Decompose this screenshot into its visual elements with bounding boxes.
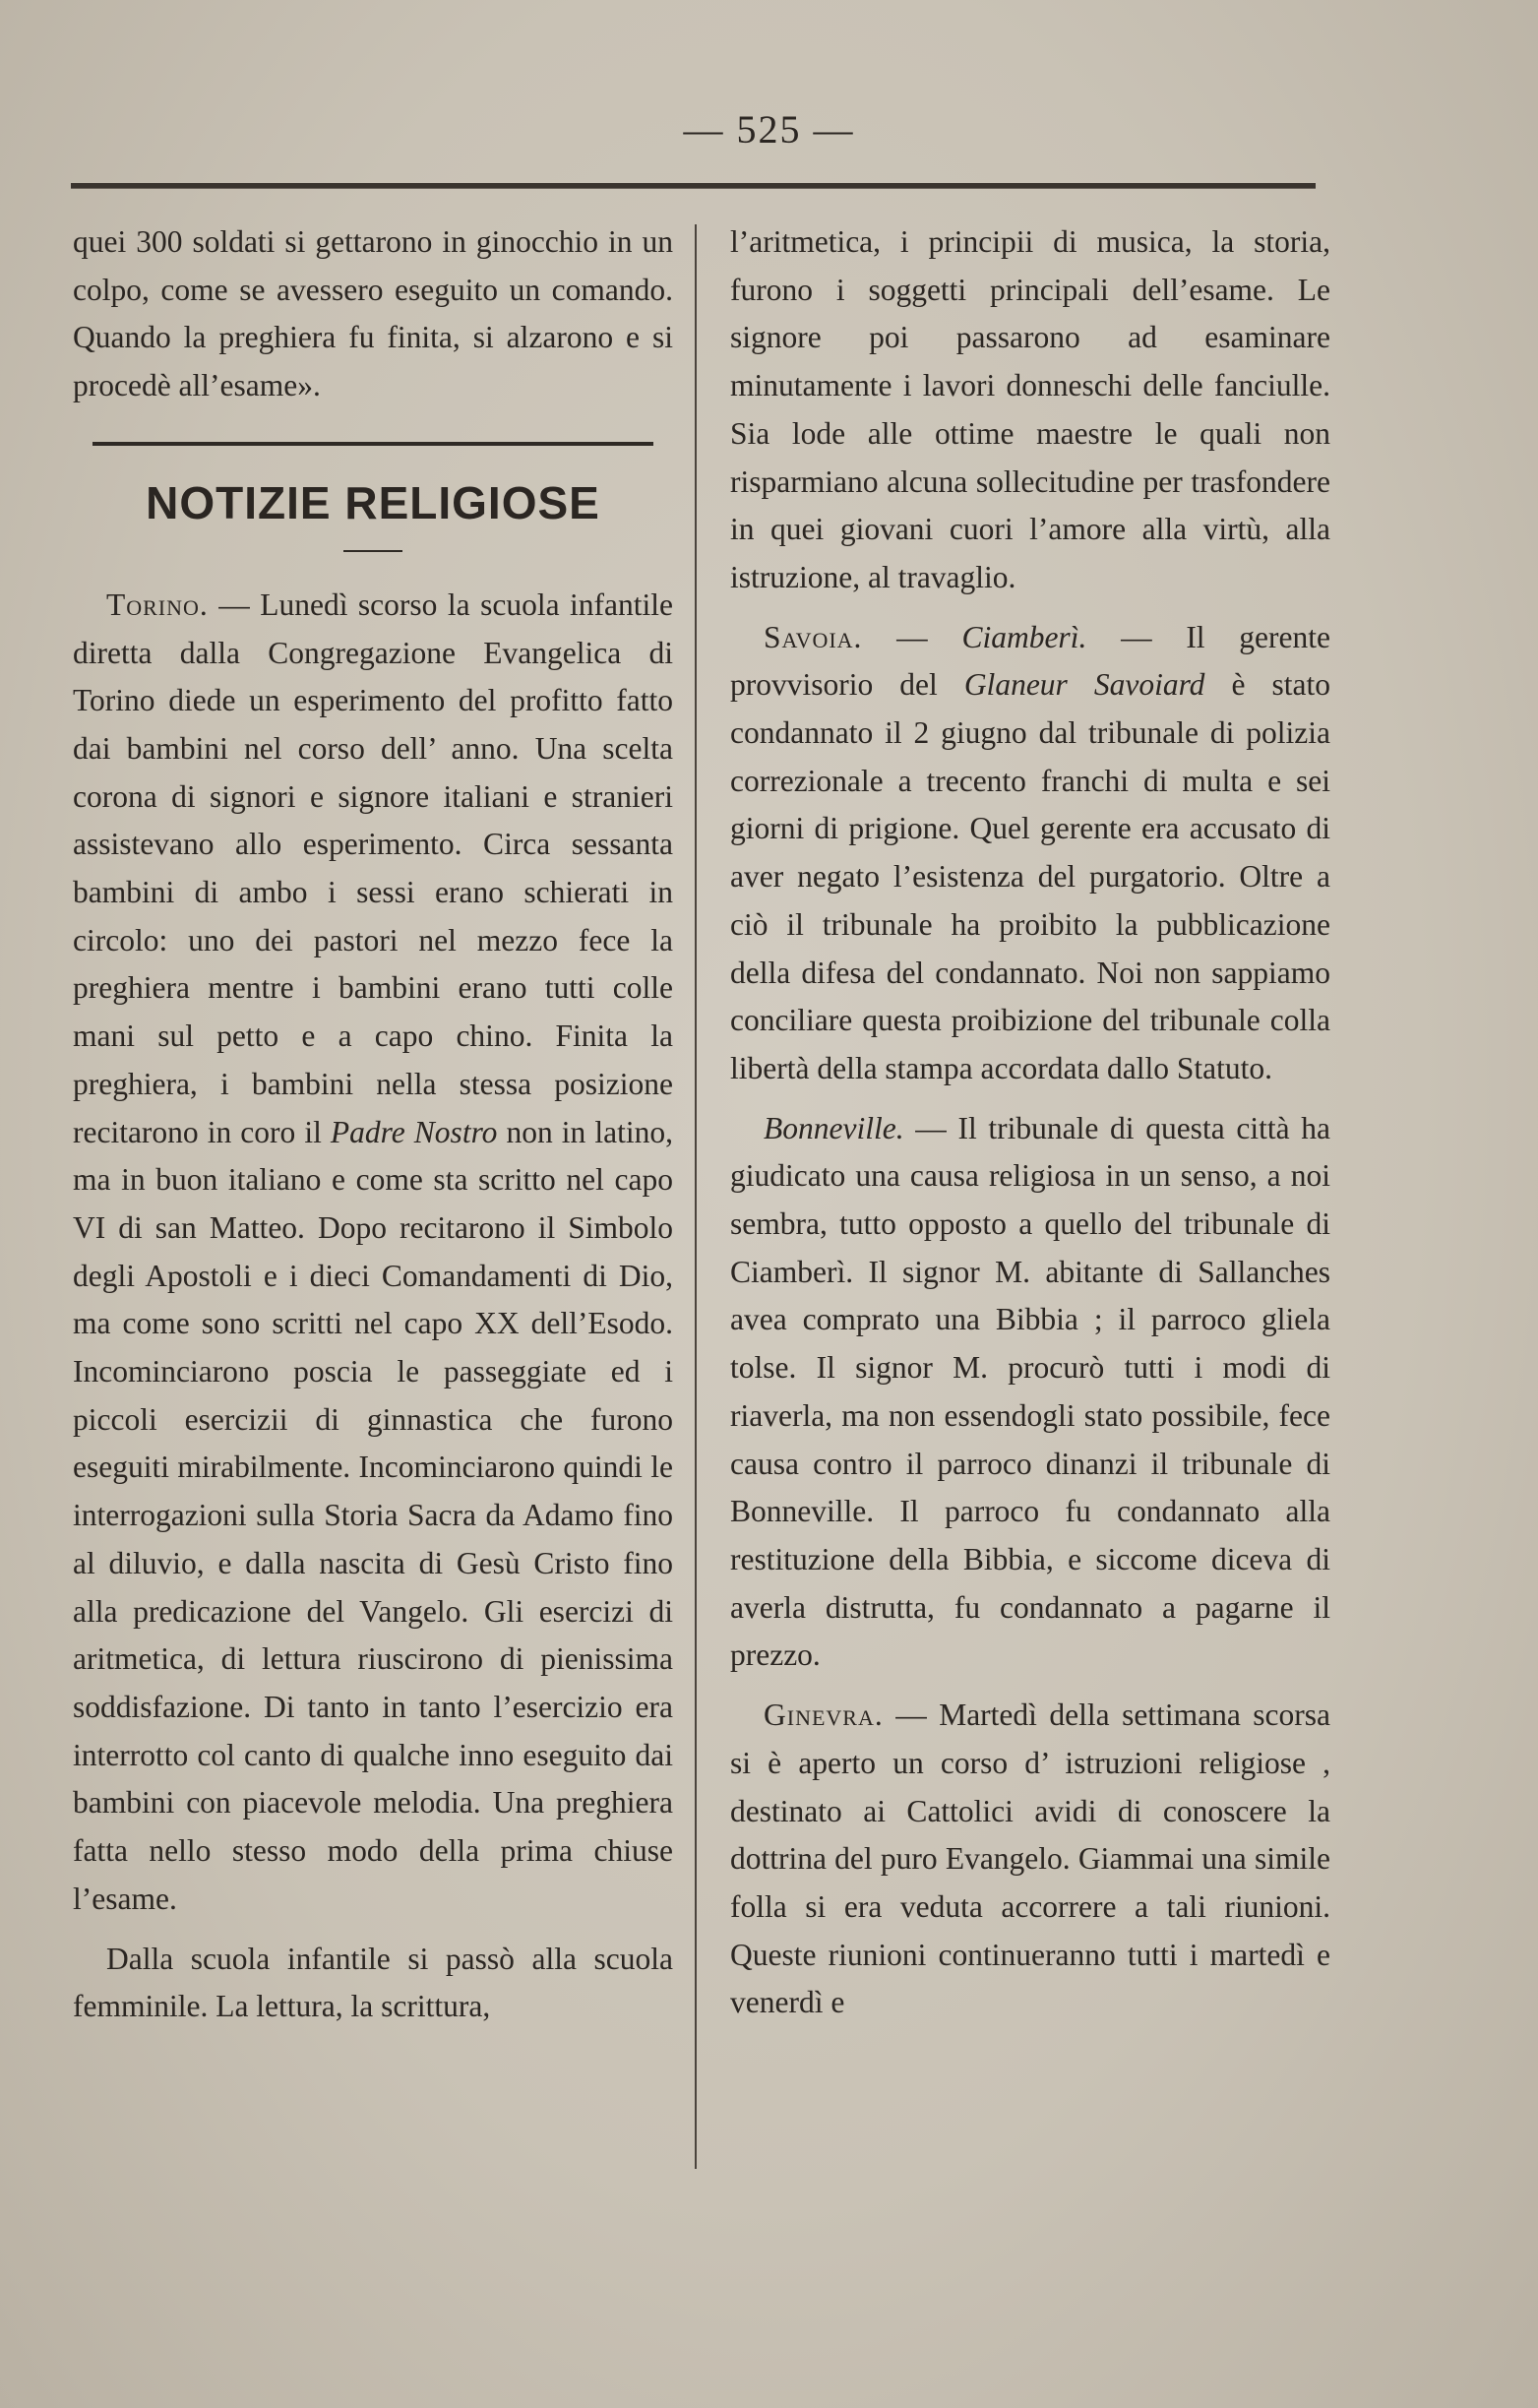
paragraph-continuation: quei 300 soldati si gettarono in ginocchio in un colpo, come se avessero eseguito un comando. Quando la preghiera fu finita, si alzarono e si procedè all’esame».: [73, 224, 673, 403]
header-rule: [71, 183, 1316, 189]
savoia-place: Ciamberì.: [961, 619, 1087, 654]
savoia-text-b: è stato condannato il 2 giugno dal tribunale di polizia correzionale a trecento franchi di multa e sei giorni di prigione. Quel gerente era accusato di aver negato l’esistenza del purgatorio. Oltre a ciò il tribunale ha proibito la pubblicazione della difesa del condannato. Noi non sappiamo conciliare questa proibizione del tribunale colla libertà della stampa accordata dallo Statuto.: [730, 667, 1330, 1085]
column-divider: [695, 224, 697, 2169]
torino-text-b: non in latino, ma in buon italiano e come sta scritto nel capo VI di san Matteo. Dopo recitarono il Simbolo degli Apostoli e i dieci Comandamenti di Dio, ma come sono scritti nel capo XX dell’Esodo. Incominciarono poscia le passeggiate ed i piccoli esercizii di ginnastica che furono eseguiti mirabilmente. Incominciarono quindi le interrogazioni sulla Storia Sacra da Adamo fino al diluvio, e dalla nascita di Gesù Cristo fino alla predicazione del Vangelo. Gli esercizi di aritmetica, di lettura riuscirono di pienissima soddisfazione. Di tanto in tanto l’esercizio era interrotto col canto di qualche inno eseguito dai bambini con piacevole melodia. Una preghiera fatta nello stesso modo della prima chiuse l’esame.: [73, 1114, 673, 1916]
bonneville-text: — Il tribunale di questa città ha giudicato una causa religiosa in un senso, a noi sembra, tutto opposto a quello del tribunale di Ciamberì. Il signor M. abitante di Sallanches avea comprato una Bibbia ; il parroco gliela tolse. Il signor M. procurò tutti i modi di riaverla, ma non essendogli stato possibile, fece causa contro il parroco dinanzi il tribunale di Bonneville. Il parroco fu condannato alla restituzione della Bibbia, e siccome diceva di averla distrutta, fu condannato a pagarne il prezzo.: [730, 1110, 1330, 1673]
place-label-savoia: Savoia.: [764, 619, 863, 654]
ginevra-text: — Martedì della settimana scorsa si è aperto un corso d’ istruzioni religiose , destinato ai Cattolici avidi di conoscere la dottrina del puro Evangelo. Giammai una simile folla si era veduta accorrere a tali riunioni. Queste riunioni continueranno tutti i martedì e venerdì e: [730, 1698, 1330, 2020]
title-underline: [343, 550, 402, 552]
paragraph-torino: [73, 582, 673, 1924]
savoia-sep: —: [862, 619, 962, 654]
place-label-bonneville: Bonneville.: [764, 1110, 904, 1145]
paragraph-savoia: [730, 614, 1330, 1093]
savoia-paper: Glaneur Savoiard: [963, 667, 1205, 703]
right-column: [730, 218, 1330, 2027]
paragraph-ginevra: [730, 1692, 1330, 2027]
page-number: — 525 —: [683, 107, 855, 152]
section-title: NOTIZIE RELIGIOSE: [146, 476, 600, 528]
paragraph-gap: [730, 602, 1330, 614]
paragraph-gap: [730, 1680, 1330, 1692]
place-label-torino: Torino.: [106, 587, 209, 622]
left-column: [73, 218, 673, 2031]
paragraph-scuola: Dalla scuola infantile si passò alla scuola femminile. La lettura, la scrittura,: [73, 1941, 673, 2024]
paragraph-gap: [730, 1093, 1330, 1105]
torino-italic: Padre Nostro: [330, 1114, 498, 1149]
paragraph-continuation-right: l’aritmetica, i principii di musica, la storia, furono i soggetti principali dell’esame. Le signore poi passarono ad esaminare minutamente i lavori donneschi delle fanciulle. Sia lode alle ottime maestre le quali non risparmiano alcuna sollecitudine per trasfondere in quei giovani cuori l’amore alla virtù, alla istruzione, al travaglio.: [730, 224, 1330, 594]
torino-text-a: — Lunedì scorso la scuola infantile diretta dalla Congregazione Evangelica di Torino diede un esperimento del profitto fatto dai bambini nel corso dell’ anno. Una scelta corona di signori e signore italiani e stranieri assistevano allo esperimento. Circa sessanta bambini di ambo i sessi erano schierati in circolo: uno dei pastori nel mezzo fece la preghiera mentre i bambini erano tutti colle mani sul petto e a capo chino. Finita la preghiera, i bambini nella stessa posizione recitarono in coro il: [73, 587, 673, 1149]
place-label-ginevra: Ginevra.: [764, 1698, 884, 1733]
paragraph-bonneville: [730, 1105, 1330, 1680]
savoia-text-a: — Il gerente provvisorio del: [730, 619, 1330, 703]
section-rule: [92, 442, 653, 446]
paragraph-gap: [73, 1924, 673, 1936]
